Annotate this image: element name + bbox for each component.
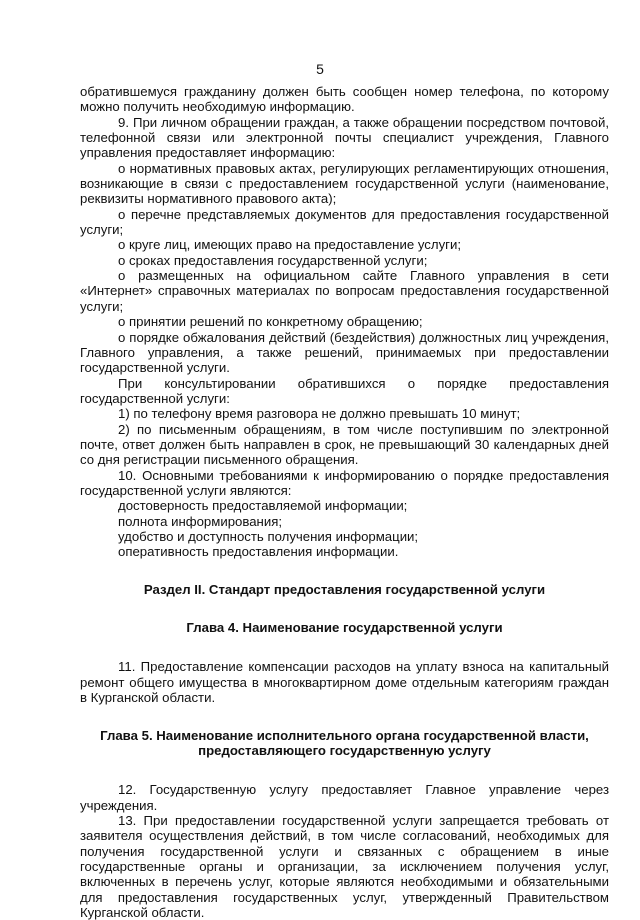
paragraph: 1) по телефону время разговора не должно превышать 10 минут; <box>118 406 521 422</box>
chapter-4-heading: Глава 4. Наименование государственной услуги <box>186 620 503 636</box>
document-body <box>80 84 609 920</box>
paragraph: 2) по письменным обращениям, в том числе поступившим по электронной почте, ответ должен быть направлен в срок, не превышающий 30 календарных дней со дня регистрации письменного обращения. <box>80 421 609 468</box>
paragraph: оперативность предоставления информации. <box>118 544 399 560</box>
chapter-5-heading-line-1: Глава 5. Наименование исполнительного органа государственной власти, <box>100 727 589 743</box>
paragraph: При консультировании обратившихся о порядке предоставления государственной услуги: <box>80 375 609 406</box>
paragraph: удобство и доступность получения информации; <box>118 528 419 544</box>
paragraph: о сроках предоставления государственной услуги; <box>118 252 428 268</box>
paragraph-13: 13. При предоставлении государственной услуги запрещается требовать от заявителя осуществления действий, в том числе согласований, необходимых для получения государственной услуги и связанных с обращением в иные государственные органы и организации, за исключением получения услуг, включенных в перечень услуг, которые являются необходимыми и обязательными для предоставления государственных услуг, утвержденный Правительством Курганской области. <box>80 813 609 920</box>
paragraph: обратившемуся гражданину должен быть сообщен номер телефона, по которому можно получить необходимую информацию. <box>80 84 609 115</box>
paragraph: о круге лиц, имеющих право на предоставление услуги; <box>118 237 462 253</box>
section-information-procedure <box>80 84 609 560</box>
paragraph-12: 12. Государственную услугу предоставляет Главное управление через учреждения. <box>80 782 609 813</box>
chapter-5-heading <box>80 728 609 759</box>
paragraph: 10. Основными требованиями к информированию о порядке предоставления государственной услуги являются: <box>80 467 609 498</box>
paragraph-11: 11. Предоставление компенсации расходов на уплату взноса на капитальный ремонт общего имущества в многоквартирном доме отдельным категориям граждан в Курганской области. <box>80 659 609 706</box>
page-number: 5 <box>316 61 324 77</box>
paragraph: о размещенных на официальном сайте Главного управления в сети «Интернет» справочных материалах по вопросам предоставления государственной услуги; <box>80 268 609 314</box>
section-heading: Раздел II. Стандарт предоставления государственной услуги <box>143 581 546 597</box>
paragraph: о порядке обжалования действий (бездействия) должностных лиц учреждения, Главного управления, а также решений, принимаемых при предоставлении государственной услуги. <box>80 329 609 376</box>
paragraph: о нормативных правовых актах, регулирующих регламентирующих отношения, возникающие в связи с предоставлением государственной услуги (наименование, реквизиты нормативного правового акта); <box>80 160 609 207</box>
chapter-5-heading-line-2: предоставляющего государственную услугу <box>198 742 491 758</box>
paragraph: достоверность предоставляемой информации; <box>118 498 408 514</box>
paragraph: полнота информирования; <box>118 513 283 529</box>
paragraph: о принятии решений по конкретному обращению; <box>118 314 423 330</box>
paragraph: 9. При личном обращении граждан, а также обращении посредством почтовой, телефонной связи или электронной почты специалист учреждения, Главного управления предоставляет информацию: <box>80 114 609 161</box>
paragraph: о перечне представляемых документов для предоставления государственной услуги; <box>80 206 609 238</box>
